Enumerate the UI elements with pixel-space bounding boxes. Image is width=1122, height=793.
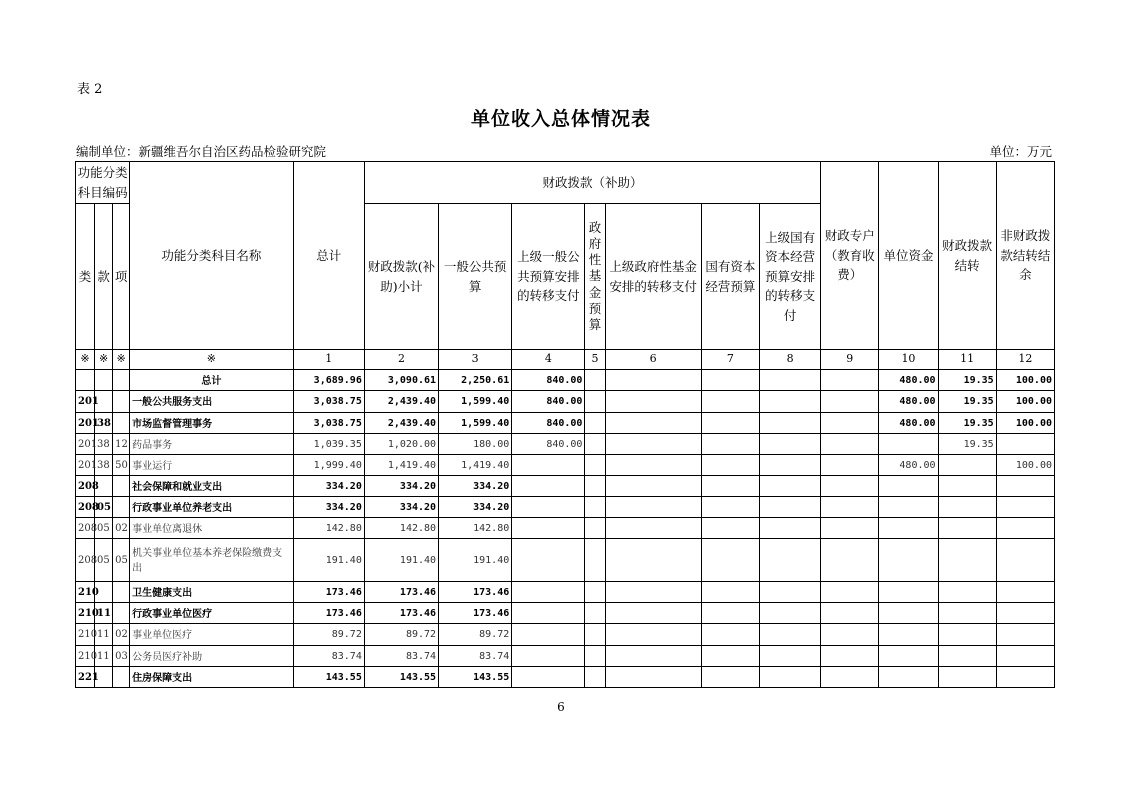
subject-name: 社会保障和就业支出 xyxy=(132,481,223,493)
amount-cell xyxy=(701,667,759,688)
amount-cell xyxy=(701,434,759,455)
code-lei-cell: 208 xyxy=(76,476,95,497)
page-number: 6 xyxy=(557,700,565,714)
amount-cell xyxy=(821,603,879,624)
amount-cell xyxy=(701,413,759,434)
compiling-unit: 编制单位：新疆维吾尔自治区药品检验研究院 xyxy=(76,144,327,159)
amount-cell xyxy=(759,624,820,646)
amount-cell xyxy=(512,455,585,476)
amount-cell xyxy=(879,497,938,518)
amount-cell: 334.20 xyxy=(364,476,438,497)
subject-name-cell xyxy=(130,646,293,667)
amount-cell: 19.35 xyxy=(938,370,996,391)
amount-cell xyxy=(996,667,1054,688)
amount-cell xyxy=(759,582,820,603)
amount-cell xyxy=(821,370,879,391)
amount-cell: 334.20 xyxy=(364,497,438,518)
amount-cell: 334.20 xyxy=(293,497,364,518)
header-lei: 类 xyxy=(76,204,95,350)
column-index-row xyxy=(76,350,1055,370)
code-xiang-cell: 12 xyxy=(113,434,130,455)
code-lei-cell: 201 xyxy=(76,391,95,413)
amount-cell: 840.00 xyxy=(512,370,585,391)
amount-cell xyxy=(821,646,879,667)
subject-name-cell xyxy=(130,391,293,413)
amount-cell: 83.74 xyxy=(439,646,512,667)
code-xiang-cell xyxy=(113,497,130,518)
amount-cell xyxy=(605,370,701,391)
code-xiang-cell: 02 xyxy=(113,518,130,539)
amount-cell xyxy=(821,434,879,455)
code-lei-cell: 221 xyxy=(76,667,95,688)
amount-cell: 1,039.35 xyxy=(293,434,364,455)
amount-cell xyxy=(938,624,996,646)
amount-cell xyxy=(996,582,1054,603)
code-lei-cell xyxy=(76,370,95,391)
subject-name: 药品事务 xyxy=(132,439,173,451)
column-index-cell: 5 xyxy=(585,350,605,370)
amount-cell: 173.46 xyxy=(293,603,364,624)
amount-cell: 89.72 xyxy=(293,624,364,646)
amount-cell: 1,999.40 xyxy=(293,455,364,476)
currency-unit: 单位：万元 xyxy=(989,144,1052,159)
amount-cell xyxy=(512,582,585,603)
amount-cell: 1,419.40 xyxy=(439,455,512,476)
amount-cell: 173.46 xyxy=(364,582,438,603)
subject-name: 事业运行 xyxy=(132,460,173,472)
subject-name-cell xyxy=(130,455,293,476)
code-kuan-cell xyxy=(95,370,113,391)
amount-cell xyxy=(996,497,1054,518)
code-kuan-cell: 05 xyxy=(95,539,113,582)
amount-cell xyxy=(759,434,820,455)
column-index-cell: 1 xyxy=(293,350,364,370)
code-lei-cell: 210 xyxy=(76,603,95,624)
code-lei-cell: 210 xyxy=(76,582,95,603)
code-lei-cell: 208 xyxy=(76,497,95,518)
amount-cell xyxy=(512,476,585,497)
amount-cell xyxy=(759,391,820,413)
amount-cell xyxy=(605,391,701,413)
column-index-cell: 4 xyxy=(512,350,585,370)
amount-cell xyxy=(938,582,996,603)
subject-name-cell xyxy=(130,497,293,518)
amount-cell xyxy=(996,476,1054,497)
amount-cell: 840.00 xyxy=(512,413,585,434)
table-row xyxy=(76,646,1055,667)
subject-name: 公务员医疗补助 xyxy=(132,651,203,663)
code-kuan-cell: 38 xyxy=(95,434,113,455)
header-fiscal-group: 财政拨款（补助） xyxy=(364,162,820,204)
code-xiang-cell: 02 xyxy=(113,624,130,646)
header-fiscal-carryover: 财政拨款结转 xyxy=(938,162,996,350)
table-row xyxy=(76,667,1055,688)
header-kuan: 款 xyxy=(95,204,113,350)
amount-cell xyxy=(938,497,996,518)
amount-cell xyxy=(585,455,605,476)
amount-cell xyxy=(512,497,585,518)
code-kuan-cell: 11 xyxy=(95,646,113,667)
amount-cell xyxy=(821,518,879,539)
amount-cell xyxy=(605,413,701,434)
subject-name: 市场监督管理事务 xyxy=(132,418,213,430)
amount-cell: 3,038.75 xyxy=(293,391,364,413)
amount-cell xyxy=(605,518,701,539)
amount-cell: 480.00 xyxy=(879,391,938,413)
amount-cell xyxy=(701,476,759,497)
amount-cell: 1,599.40 xyxy=(439,413,512,434)
header-xiang: 项 xyxy=(113,204,130,350)
amount-cell xyxy=(759,603,820,624)
header-general-budget: 一般公共预算 xyxy=(439,204,512,350)
code-xiang-cell xyxy=(113,476,130,497)
amount-cell xyxy=(879,518,938,539)
subject-name-cell xyxy=(130,624,293,646)
code-xiang-cell xyxy=(113,391,130,413)
amount-cell xyxy=(996,646,1054,667)
amount-cell: 143.55 xyxy=(439,667,512,688)
amount-cell xyxy=(585,413,605,434)
amount-cell xyxy=(512,667,585,688)
amount-cell xyxy=(759,455,820,476)
subject-name: 行政事业单位医疗 xyxy=(132,608,213,620)
amount-cell xyxy=(879,434,938,455)
code-lei-cell: 201 xyxy=(76,455,95,476)
amount-cell xyxy=(605,476,701,497)
column-index-cell: 3 xyxy=(439,350,512,370)
column-index-cell: ※ xyxy=(130,350,293,370)
amount-cell xyxy=(585,646,605,667)
amount-cell xyxy=(585,582,605,603)
subject-name-cell xyxy=(130,370,293,391)
amount-cell xyxy=(585,624,605,646)
amount-cell xyxy=(585,391,605,413)
subject-name: 事业单位医疗 xyxy=(132,630,193,641)
amount-cell: 143.55 xyxy=(293,667,364,688)
amount-cell xyxy=(701,539,759,582)
code-kuan-cell: 11 xyxy=(95,624,113,646)
code-kuan-cell: 38 xyxy=(95,413,113,434)
amount-cell: 480.00 xyxy=(879,413,938,434)
column-index-cell: ※ xyxy=(76,350,95,370)
amount-cell xyxy=(821,539,879,582)
amount-cell xyxy=(879,582,938,603)
amount-cell: 840.00 xyxy=(512,391,585,413)
subject-name: 事业单位离退休 xyxy=(132,523,203,535)
amount-cell: 3,689.96 xyxy=(293,370,364,391)
amount-cell: 1,599.40 xyxy=(439,391,512,413)
amount-cell xyxy=(938,476,996,497)
code-xiang-cell xyxy=(113,667,130,688)
code-xiang-cell xyxy=(113,603,130,624)
code-lei-cell: 210 xyxy=(76,646,95,667)
amount-cell: 2,439.40 xyxy=(364,413,438,434)
amount-cell: 89.72 xyxy=(364,624,438,646)
table-row xyxy=(76,582,1055,603)
amount-cell xyxy=(879,539,938,582)
amount-cell xyxy=(821,391,879,413)
amount-cell: 180.00 xyxy=(439,434,512,455)
code-lei-cell: 208 xyxy=(76,518,95,539)
amount-cell xyxy=(605,455,701,476)
amount-cell: 142.80 xyxy=(439,518,512,539)
amount-cell: 334.20 xyxy=(439,476,512,497)
amount-cell xyxy=(585,476,605,497)
code-xiang-cell xyxy=(113,413,130,434)
amount-cell: 3,038.75 xyxy=(293,413,364,434)
header-fiscal-subtotal: 财政拨款(补助)小计 xyxy=(364,204,438,350)
amount-cell: 173.46 xyxy=(439,603,512,624)
code-lei-cell: 208 xyxy=(76,539,95,582)
column-index-cell: 11 xyxy=(938,350,996,370)
header-nonfiscal-carryover: 非财政拨款结转结余 xyxy=(996,162,1054,350)
table-row xyxy=(76,434,1055,455)
table-row xyxy=(76,370,1055,391)
amount-cell xyxy=(879,646,938,667)
table-row xyxy=(76,603,1055,624)
subject-name: 住房保障支出 xyxy=(132,672,193,684)
subject-name-cell xyxy=(130,434,293,455)
amount-cell xyxy=(996,518,1054,539)
header-gov-fund: 政府性基金预算 xyxy=(585,204,605,350)
amount-cell xyxy=(821,476,879,497)
amount-cell: 191.40 xyxy=(293,539,364,582)
subject-name-cell xyxy=(130,413,293,434)
column-index-cell: ※ xyxy=(113,350,130,370)
amount-cell xyxy=(585,667,605,688)
table-row xyxy=(76,413,1055,434)
amount-cell xyxy=(996,539,1054,582)
amount-cell: 191.40 xyxy=(439,539,512,582)
column-index-cell: 2 xyxy=(364,350,438,370)
table-row xyxy=(76,518,1055,539)
table-row xyxy=(76,539,1055,582)
subject-name-cell xyxy=(130,476,293,497)
table-row xyxy=(76,497,1055,518)
column-index-cell: 10 xyxy=(879,350,938,370)
amount-cell xyxy=(701,455,759,476)
amount-cell xyxy=(938,455,996,476)
code-xiang-cell xyxy=(113,582,130,603)
header-name: 功能分类科目名称 xyxy=(130,162,293,350)
amount-cell xyxy=(759,518,820,539)
amount-cell xyxy=(512,624,585,646)
header-state-capital: 国有资本经营预算 xyxy=(701,204,759,350)
header-fiscal-special: 财政专户（教育收费） xyxy=(821,162,879,350)
amount-cell xyxy=(996,624,1054,646)
amount-cell xyxy=(701,624,759,646)
table-row xyxy=(76,476,1055,497)
amount-cell: 2,250.61 xyxy=(439,370,512,391)
amount-cell xyxy=(512,603,585,624)
amount-cell: 83.74 xyxy=(364,646,438,667)
amount-cell: 1,020.00 xyxy=(364,434,438,455)
subject-name: 卫生健康支出 xyxy=(132,587,193,599)
amount-cell xyxy=(585,434,605,455)
amount-cell xyxy=(938,518,996,539)
amount-cell xyxy=(938,539,996,582)
amount-cell: 142.80 xyxy=(293,518,364,539)
amount-cell xyxy=(585,518,605,539)
amount-cell xyxy=(821,455,879,476)
amount-cell xyxy=(821,667,879,688)
amount-cell xyxy=(605,667,701,688)
amount-cell xyxy=(821,624,879,646)
column-index-cell: ※ xyxy=(95,350,113,370)
amount-cell xyxy=(879,667,938,688)
amount-cell xyxy=(605,646,701,667)
amount-cell xyxy=(759,413,820,434)
amount-cell xyxy=(879,624,938,646)
amount-cell: 100.00 xyxy=(996,391,1054,413)
subject-name-cell xyxy=(130,582,293,603)
amount-cell xyxy=(585,539,605,582)
amount-cell xyxy=(938,667,996,688)
amount-cell xyxy=(938,603,996,624)
amount-cell: 840.00 xyxy=(512,434,585,455)
amount-cell xyxy=(759,646,820,667)
amount-cell: 83.74 xyxy=(293,646,364,667)
code-kuan-cell: 11 xyxy=(95,603,113,624)
amount-cell: 3,090.61 xyxy=(364,370,438,391)
amount-cell xyxy=(512,539,585,582)
header-code-group: 功能分类科目编码 xyxy=(76,162,130,204)
header-total: 总计 xyxy=(293,162,364,350)
amount-cell xyxy=(879,476,938,497)
code-xiang-cell: 03 xyxy=(113,646,130,667)
amount-cell xyxy=(938,646,996,667)
subject-name: 行政事业单位养老支出 xyxy=(132,502,233,514)
amount-cell: 173.46 xyxy=(364,603,438,624)
header-upper-general-transfer: 上级一般公共预算安排的转移支付 xyxy=(512,204,585,350)
table-row xyxy=(76,624,1055,646)
amount-cell xyxy=(759,476,820,497)
amount-cell: 89.72 xyxy=(439,624,512,646)
header-upper-fund-transfer: 上级政府性基金安排的转移支付 xyxy=(605,204,701,350)
amount-cell xyxy=(605,497,701,518)
amount-cell xyxy=(701,582,759,603)
amount-cell: 334.20 xyxy=(293,476,364,497)
header-upper-capital-transfer: 上级国有资本经营预算安排的转移支付 xyxy=(759,204,820,350)
amount-cell: 143.55 xyxy=(364,667,438,688)
page-title: 单位收入总体情况表 xyxy=(470,108,651,130)
amount-cell xyxy=(512,518,585,539)
amount-cell: 142.80 xyxy=(364,518,438,539)
amount-cell: 480.00 xyxy=(879,455,938,476)
subject-name-cell xyxy=(130,667,293,688)
amount-cell: 100.00 xyxy=(996,370,1054,391)
amount-cell: 173.46 xyxy=(439,582,512,603)
amount-cell xyxy=(701,391,759,413)
amount-cell xyxy=(585,497,605,518)
amount-cell: 334.20 xyxy=(439,497,512,518)
header-unit-funds: 单位资金 xyxy=(879,162,938,350)
column-index-cell: 12 xyxy=(996,350,1054,370)
amount-cell: 100.00 xyxy=(996,413,1054,434)
amount-cell: 480.00 xyxy=(879,370,938,391)
subject-name: 一般公共服务支出 xyxy=(132,397,213,408)
amount-cell xyxy=(701,497,759,518)
amount-cell xyxy=(585,370,605,391)
amount-cell xyxy=(701,370,759,391)
amount-cell xyxy=(996,603,1054,624)
code-lei-cell: 201 xyxy=(76,413,95,434)
amount-cell: 173.46 xyxy=(293,582,364,603)
table-label: 表 2 xyxy=(77,82,103,97)
column-index-cell: 9 xyxy=(821,350,879,370)
subject-name: 机关事业单位基本养老保险缴费支出 xyxy=(132,548,283,574)
code-kuan-cell: 38 xyxy=(95,455,113,476)
code-lei-cell: 201 xyxy=(76,434,95,455)
subject-name: 总计 xyxy=(201,375,222,387)
amount-cell xyxy=(701,518,759,539)
amount-cell xyxy=(701,646,759,667)
amount-cell: 19.35 xyxy=(938,413,996,434)
amount-cell xyxy=(821,582,879,603)
amount-cell xyxy=(605,603,701,624)
code-kuan-cell: 05 xyxy=(95,518,113,539)
code-kuan-cell: 05 xyxy=(95,497,113,518)
amount-cell xyxy=(821,413,879,434)
amount-cell xyxy=(879,603,938,624)
amount-cell xyxy=(759,370,820,391)
amount-cell xyxy=(759,667,820,688)
column-index-cell: 7 xyxy=(701,350,759,370)
subject-name-cell xyxy=(130,539,293,582)
column-index-cell: 8 xyxy=(759,350,820,370)
code-lei-cell: 210 xyxy=(76,624,95,646)
code-xiang-cell: 50 xyxy=(113,455,130,476)
amount-cell xyxy=(605,624,701,646)
amount-cell xyxy=(759,497,820,518)
amount-cell xyxy=(759,539,820,582)
amount-cell: 191.40 xyxy=(364,539,438,582)
amount-cell xyxy=(605,434,701,455)
income-summary-table xyxy=(75,161,1055,688)
amount-cell xyxy=(701,603,759,624)
code-xiang-cell xyxy=(113,370,130,391)
subject-name-cell xyxy=(130,603,293,624)
column-index-cell: 6 xyxy=(605,350,701,370)
amount-cell: 100.00 xyxy=(996,455,1054,476)
amount-cell xyxy=(512,646,585,667)
amount-cell: 19.35 xyxy=(938,391,996,413)
table-row xyxy=(76,455,1055,476)
amount-cell: 1,419.40 xyxy=(364,455,438,476)
code-xiang-cell: 05 xyxy=(113,539,130,582)
table-row xyxy=(76,391,1055,413)
amount-cell xyxy=(605,582,701,603)
amount-cell xyxy=(821,497,879,518)
amount-cell xyxy=(605,539,701,582)
amount-cell xyxy=(585,603,605,624)
amount-cell: 19.35 xyxy=(938,434,996,455)
amount-cell: 2,439.40 xyxy=(364,391,438,413)
amount-cell xyxy=(996,434,1054,455)
subject-name-cell xyxy=(130,518,293,539)
